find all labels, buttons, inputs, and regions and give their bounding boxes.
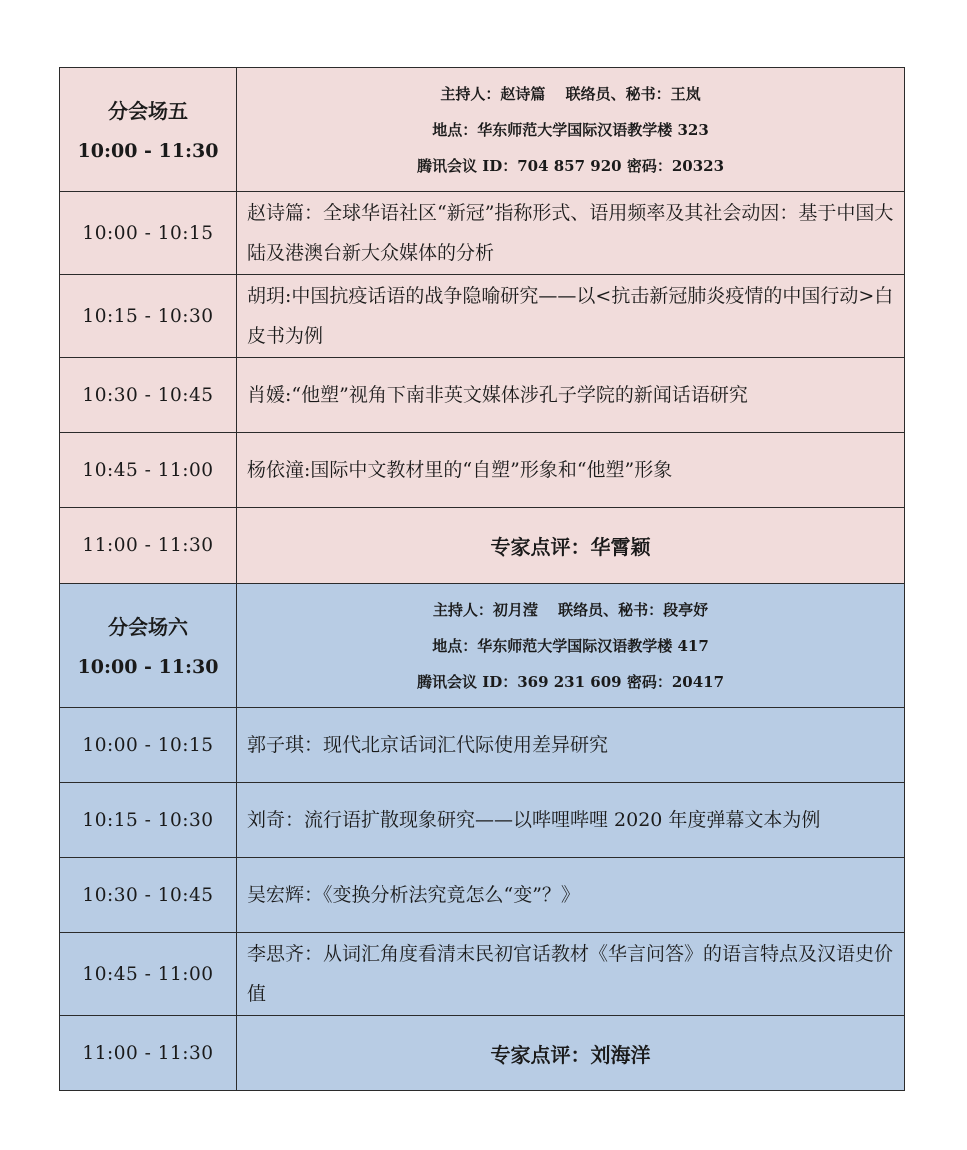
review-row	[60, 1016, 905, 1091]
expert-review: 专家点评：华霄颖	[237, 508, 905, 584]
talk-title: 郭子琪：现代北京话词汇代际使用差异研究	[237, 708, 905, 783]
talk-time: 10:00 - 10:15	[60, 192, 237, 275]
talk-title: 杨依潼:国际中文教材里的“自塑”形象和“他塑”形象	[237, 433, 905, 508]
session-label-cell	[60, 68, 237, 192]
talk-row	[60, 783, 905, 858]
talk-row	[60, 275, 905, 358]
talk-time: 10:15 - 10:30	[60, 275, 237, 358]
talk-title: 赵诗篇：全球华语社区“新冠”指称形式、语用频率及其社会动因：基于中国大陆及港澳台新大众媒体的分析	[237, 192, 905, 275]
talk-time: 10:15 - 10:30	[60, 783, 237, 858]
talk-title: 肖媛:“他塑”视角下南非英文媒体涉孔子学院的新闻话语研究	[237, 358, 905, 433]
expert-review: 专家点评：刘海洋	[237, 1016, 905, 1091]
talk-time: 10:45 - 11:00	[60, 433, 237, 508]
session-header-row	[60, 584, 905, 708]
talk-time: 10:45 - 11:00	[60, 933, 237, 1016]
talk-row	[60, 433, 905, 508]
meeting-line: 腾讯会议 ID：704 857 920 密码：20323	[416, 156, 725, 175]
session-time: 10:00 - 11:30	[77, 655, 219, 678]
session-info-cell	[237, 68, 905, 192]
host-line: 主持人：赵诗篇 联络员、秘书：王岚	[440, 84, 701, 103]
session-label-cell	[60, 584, 237, 708]
talk-title: 吴宏辉：《变换分析法究竟怎么“变”？》	[237, 858, 905, 933]
talk-time: 10:30 - 10:45	[60, 358, 237, 433]
session-header-row	[60, 68, 905, 192]
review-row	[60, 508, 905, 584]
session-info-cell	[237, 584, 905, 708]
session-name: 分会场五	[108, 98, 188, 123]
location-line: 地点：华东师范大学国际汉语教学楼 417	[432, 636, 709, 655]
host-line: 主持人：初月滢 联络员、秘书：段亭妤	[432, 600, 709, 619]
talk-row	[60, 358, 905, 433]
location-line: 地点：华东师范大学国际汉语教学楼 323	[432, 120, 709, 139]
talk-row	[60, 708, 905, 783]
talk-time: 10:00 - 10:15	[60, 708, 237, 783]
session-name: 分会场六	[108, 614, 188, 639]
talk-row	[60, 858, 905, 933]
schedule-table	[59, 67, 905, 1091]
talk-title: 刘奇：流行语扩散现象研究——以哔哩哔哩 2020 年度弹幕文本为例	[237, 783, 905, 858]
session-time: 10:00 - 11:30	[77, 139, 219, 162]
talk-row	[60, 192, 905, 275]
review-time: 11:00 - 11:30	[60, 1016, 237, 1091]
review-time: 11:00 - 11:30	[60, 508, 237, 584]
talk-title: 李思齐：从词汇角度看清末民初官话教材《华言问答》的语言特点及汉语史价值	[237, 933, 905, 1016]
talk-title: 胡玥:中国抗疫话语的战争隐喻研究——以<抗击新冠肺炎疫情的中国行动>白皮书为例	[237, 275, 905, 358]
talk-time: 10:30 - 10:45	[60, 858, 237, 933]
meeting-line: 腾讯会议 ID：369 231 609 密码：20417	[416, 672, 725, 691]
talk-row	[60, 933, 905, 1016]
